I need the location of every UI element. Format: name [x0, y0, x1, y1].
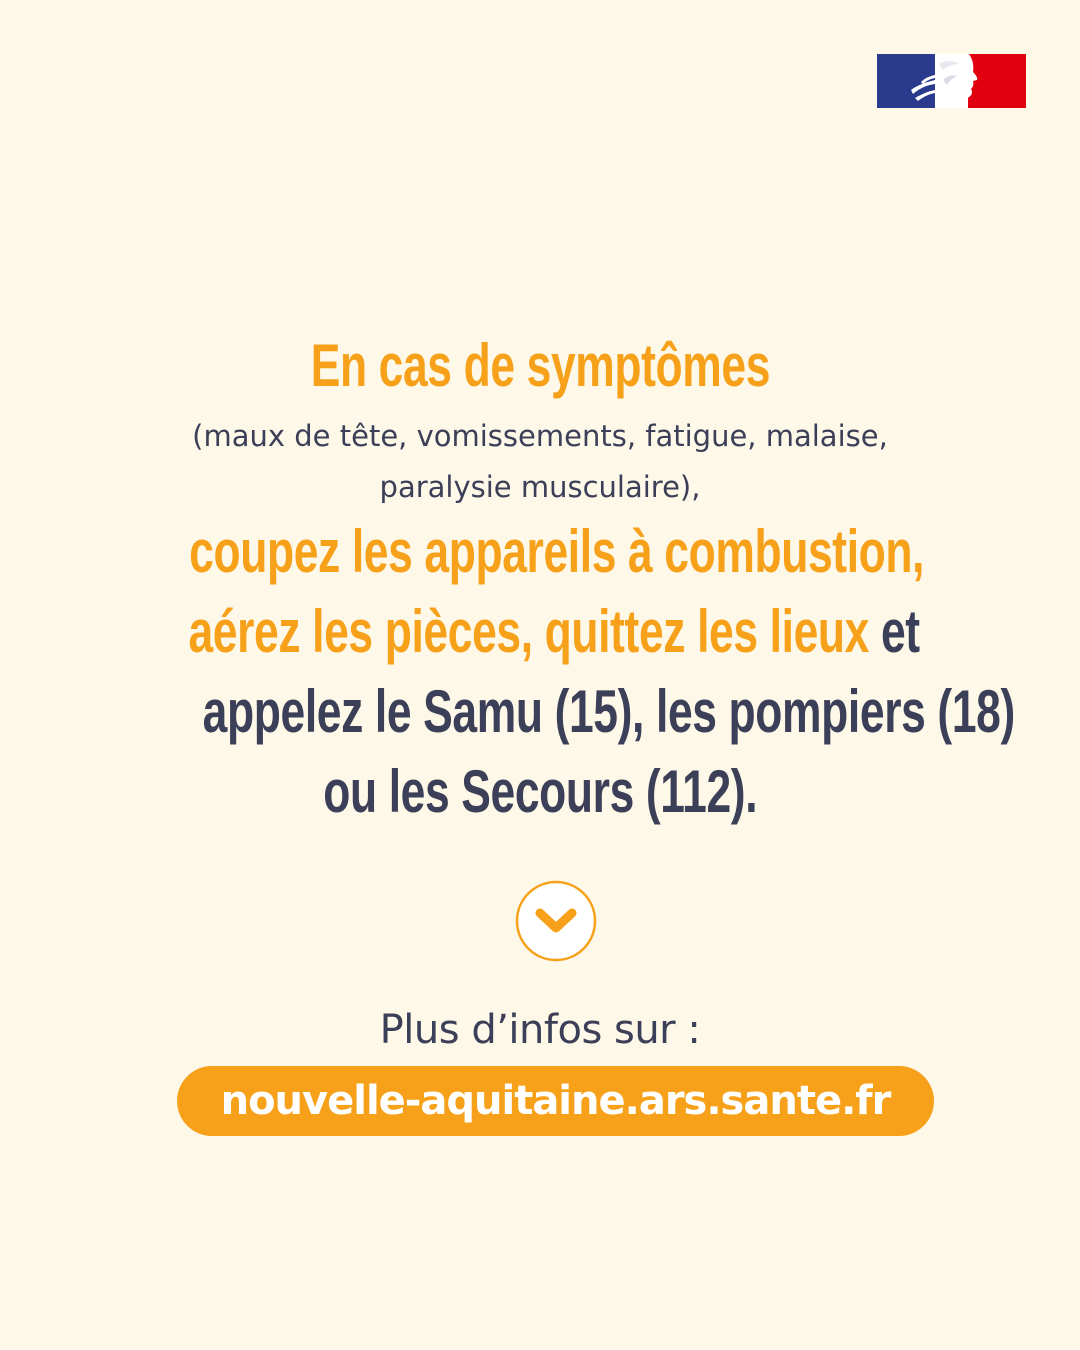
- action-text-2-dark: et: [868, 598, 920, 665]
- action-line-4: [60, 754, 1020, 830]
- action-text-3: appelez le Samu (15), les pompiers (18): [202, 678, 1015, 745]
- action-line-1: [60, 514, 1020, 590]
- action-line-3: [60, 674, 1020, 750]
- action-text-4: ou les Secours (112).: [323, 758, 757, 825]
- action-line-2: [60, 594, 1020, 670]
- more-info-label: Plus d’infos sur :: [379, 1007, 701, 1053]
- action-text-1: coupez les appareils à combustion,: [189, 518, 925, 585]
- chevron-down-circle-icon: [515, 880, 597, 962]
- main-message: [60, 0, 1020, 1350]
- symptoms-line-2: paralysie musculaire),: [379, 470, 701, 504]
- headline-line: [60, 328, 1020, 404]
- headline: En cas de symptômes: [310, 332, 770, 399]
- action-text-2-orange: aérez les pièces, quittez les lieux: [188, 598, 869, 665]
- symptoms-line-1: (maux de tête, vomissements, fatigue, malaise,: [192, 419, 888, 453]
- website-link[interactable]: nouvelle-aquitaine.ars.sante.fr: [177, 1066, 934, 1136]
- action-text-2: [188, 594, 919, 670]
